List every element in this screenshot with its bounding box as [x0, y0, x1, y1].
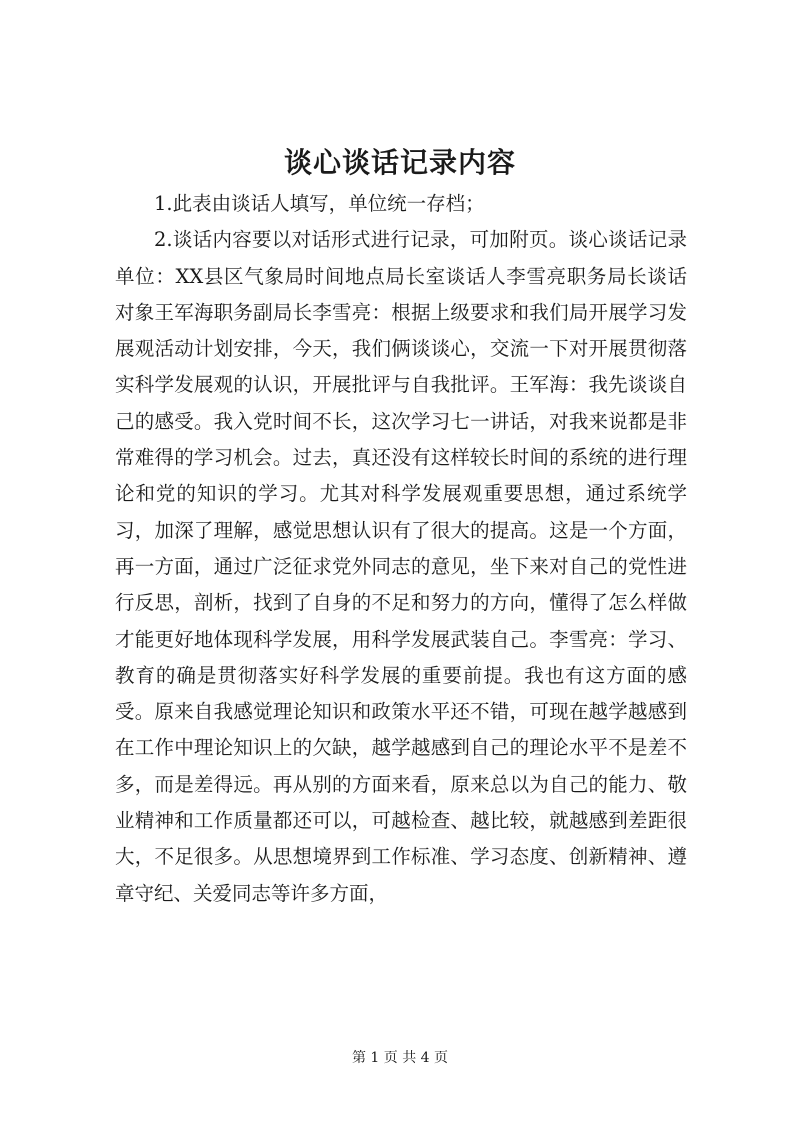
- page-number-footer: 第 1 页 共 4 页: [351, 1050, 449, 1066]
- paragraph-1: 1.此表由谈话人填写，单位统一存档；: [154, 192, 485, 215]
- document-title: 谈心谈话记录内容: [283, 146, 516, 179]
- paragraph-2: 2.谈话内容要以对话形式进行记录，可加附页。谈心谈话记录单位：XX县区气象局时间地点局长室谈话人李雪亮职务局长谈话对象王军海职务副局长李雪亮：根据上级要求和我们局开展学习发展观活动计划安排，今天，我们俩谈谈心，交流一下对开展贯彻落实科学发展观的认识，开展批评与自我批评。王军海：我先谈谈自己的感受。我入党时间不长，这次学习七一讲话，对我来说都是非常难得的学习机会。过去，真还没有这样较长时间的系统的进行理论和党的知识的学习。尤其对科学发展观重要思想，通过系统学习，加深了理解，感觉思想认识有了很大的提高。这是一个方面，再一方面，通过广泛征求党外同志的意见，坐下来对自己的党性进行反思，剖析，找到了自身的不足和努力的方向，懂得了怎么样做才能更好地体现科学发展，用科学发展武装自己。李雪亮：学习、教育的确是贯彻落实好科学发展的重要前提。我也有这方面的感受。原来自我感觉理论知识和政策水平还不错，可现在越学越感到在工作中理论知识上的欠缺，越学越感到自己的理论水平不是差不多，而是差得远。再从别的方面来看，原来总以为自己的能力、敬业精神和工作质量都还可以，可越检查、越比较，就越感到差距很大，不足很多。从思想境界到工作标准、学习态度、创新精神、遵章守纪、关爱同志等许多方面，: [115, 228, 687, 905]
- document-body: [115, 186, 687, 912]
